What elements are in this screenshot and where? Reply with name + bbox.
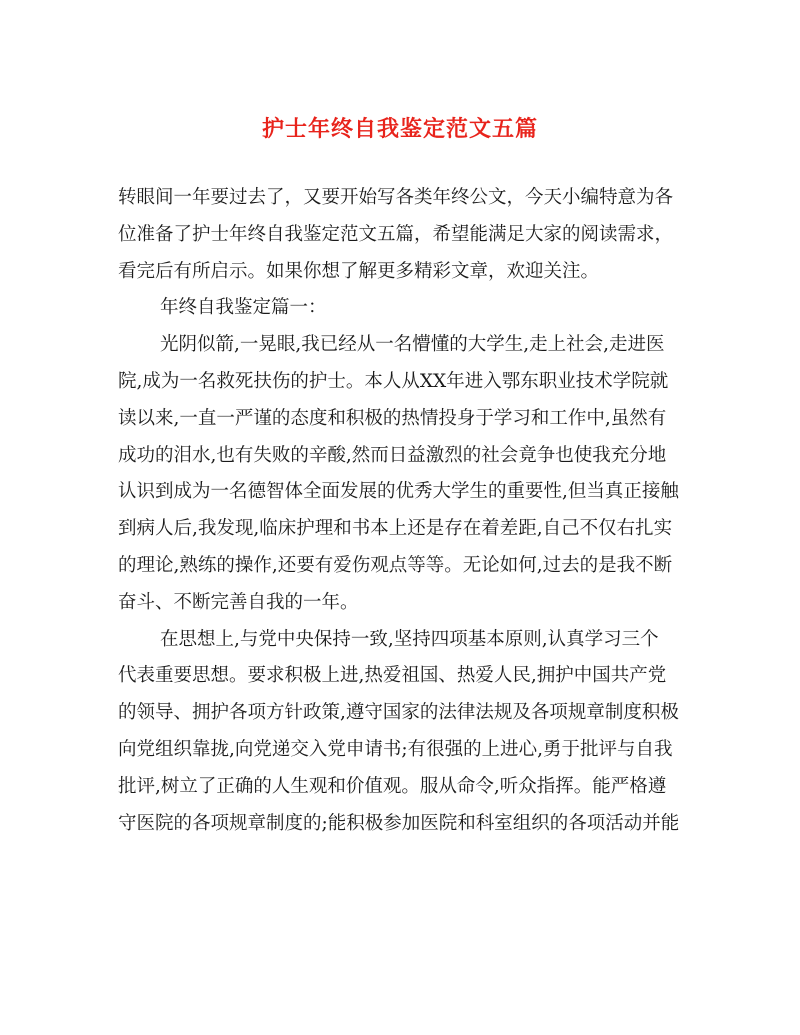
paragraph-2-line-3: 的领导、拥护各项方针政策,遵守国家的法律法规及各项规章制度积极 <box>118 702 679 724</box>
paragraph-1-line-5: 认识到成为一名德智体全面发展的优秀大学生的重要性,但当真正接触 <box>118 481 679 503</box>
paragraph-1-line-6: 到病人后,我发现,临床护理和书本上还是存在着差距,自己不仅右扎实 <box>118 518 673 540</box>
paragraph-2-line-5: 批评,树立了正确的人生观和价值观。服从命令,听众指挥。能严格遵 <box>118 775 667 797</box>
document-body <box>118 180 690 842</box>
intro-line-2: 位准备了护士年终自我鉴定范文五篇，希望能满足大家的阅读需求， <box>118 223 674 245</box>
paragraph-1-line-8: 奋斗、不断完善自我的一年。 <box>118 591 359 613</box>
intro-line-3: 看完后有所启示。如果你想了解更多精彩文章，欢迎关注。 <box>118 260 600 282</box>
paragraph-2-line-6: 守医院的各项规章制度的;能积极参加医院和科室组织的各项活动并能 <box>118 812 680 834</box>
paragraph-1-line-4: 成功的泪水,也有失败的辛酸,然而日益激烈的社会竟争也使我充分地 <box>118 444 667 466</box>
document-title: 护士年终自我鉴定范文五篇 <box>261 116 538 142</box>
intro-line-1: 转眼间一年要过去了，又要开始写各类年终公文，今天小编特意为各 <box>118 187 674 208</box>
paragraph-1-line-3: 读以来,一直一严谨的态度和积极的热情投身于学习和工作中,虽然有 <box>118 407 667 429</box>
paragraph-1-line-1: 光阴似箭,一晃眼,我已经从一名懵懂的大学生,走上社会,走进医 <box>160 334 665 356</box>
paragraph-2-line-4: 向党组织靠拢,向党递交入党申请书;有很强的上进心,勇于批评与自我 <box>118 738 673 760</box>
paragraph-2-line-2: 代表重要思想。要求积极上进,热爱祖国、热爱人民,拥护中国共产党 <box>118 665 667 687</box>
paragraph-1-line-7: 的理论,熟练的操作,还要有爱伤观点等等。无论如何,过去的是我不断 <box>118 554 673 576</box>
paragraph-1-line-2: 院,成为一名救死扶伤的护士。本人从XX年进入鄂东职业技术学院就 <box>118 370 669 392</box>
paragraph-2-line-1: 在思想上,与党中央保持一致,坚持四项基本原则,认真学习三个 <box>160 628 659 650</box>
section-heading: 年终自我鉴定篇一： <box>160 297 327 319</box>
